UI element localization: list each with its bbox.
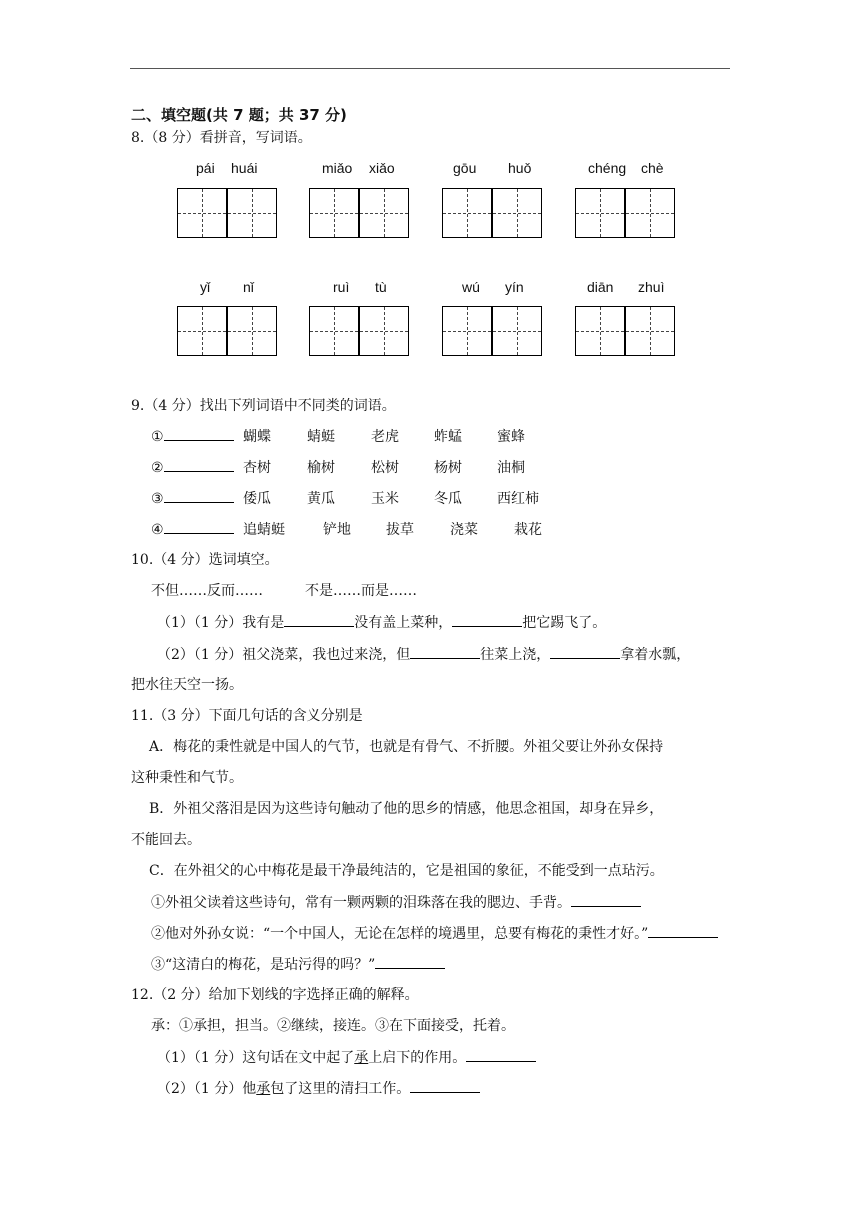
- writing-grid-cell[interactable]: [177, 188, 227, 238]
- word: 铲地: [323, 522, 351, 538]
- pinyin: zhuì: [638, 279, 665, 295]
- answer-blank[interactable]: [410, 1078, 480, 1093]
- q12-sentence-1: [157, 1047, 536, 1068]
- text: （1）（1 分）这句话在文中起了: [157, 1050, 355, 1066]
- pinyin: diān: [587, 279, 614, 295]
- pinyin: gōu: [453, 160, 477, 176]
- answer-blank[interactable]: [164, 457, 234, 472]
- item-number: ②: [151, 460, 164, 476]
- q11-stem: 11.（3 分）下面几句话的含义分别是: [131, 708, 363, 724]
- answer-blank[interactable]: [648, 923, 718, 938]
- section-title: 二、填空题(共 7 题；共 37 分): [131, 106, 347, 124]
- answer-blank[interactable]: [410, 644, 480, 659]
- q11-option-b: B．外祖父落泪是因为这些诗句触动了他的思乡的情感，他思念祖国，却身在异乡，: [149, 801, 664, 817]
- word: 蜻蜓: [307, 429, 335, 445]
- text: 上启下的作用。: [368, 1050, 467, 1066]
- writing-grid-cell[interactable]: [359, 188, 409, 238]
- answer-blank[interactable]: [452, 612, 522, 627]
- writing-grid-cell[interactable]: [442, 306, 492, 356]
- q12-stem: 12.（2 分）给加下划线的字选择正确的解释。: [131, 987, 419, 1003]
- word: 松树: [371, 460, 399, 476]
- item-number: ③: [151, 491, 164, 507]
- word: 杨树: [434, 460, 462, 476]
- answer-blank[interactable]: [164, 426, 234, 441]
- q11-item-1: [151, 892, 641, 913]
- q10-options: 不但……反而…… 不是……而是……: [151, 583, 417, 599]
- q11-item-2: [151, 923, 729, 944]
- text: ①外祖父读着这些诗句，常有一颗两颗的泪珠落在我的腮边、手背。: [151, 895, 571, 911]
- writing-grid-cell[interactable]: [575, 306, 625, 356]
- writing-grid-cell[interactable]: [442, 188, 492, 238]
- word: 西红柿: [497, 491, 539, 507]
- word: 浇菜: [450, 522, 478, 538]
- q11-option-c: C．在外祖父的心中梅花是最干净最纯洁的，它是祖国的象征，不能受到一点玷污。: [149, 863, 664, 879]
- writing-grid-cell[interactable]: [359, 306, 409, 356]
- pinyin: pái: [196, 160, 215, 176]
- word: 蝴蝶: [243, 429, 271, 445]
- pinyin: xiǎo: [369, 160, 395, 176]
- text: （2）（1 分）祖父浇菜，我也过来浇，但: [157, 647, 411, 663]
- text: 把它踢飞了。: [522, 615, 607, 631]
- q11-option-a-cont: 这种秉性和气节。: [131, 770, 243, 786]
- writing-grid-cell[interactable]: [309, 306, 359, 356]
- text: ②他对外孙女说：“一个中国人，无论在怎样的境遇里，总要有梅花的秉性才好。”: [151, 926, 649, 942]
- answer-blank[interactable]: [571, 892, 641, 907]
- q12-definitions: 承：①承担，担当。②继续，接连。③在下面接受，托着。: [151, 1018, 515, 1034]
- writing-grid-cell[interactable]: [575, 188, 625, 238]
- q9-row: [151, 426, 234, 447]
- q11-item-3: [151, 954, 445, 975]
- q8-stem: 8.（8 分）看拼音，写词语。: [131, 130, 312, 146]
- pinyin: chéng: [588, 160, 627, 176]
- writing-grid-cell[interactable]: [177, 306, 227, 356]
- word: 蚱蜢: [434, 429, 462, 445]
- pinyin: nǐ: [243, 279, 254, 295]
- text: 没有盖上菜种，: [354, 615, 453, 631]
- word: 油桐: [497, 460, 525, 476]
- q10-sentence-1: [157, 612, 606, 633]
- pinyin: chè: [641, 160, 664, 176]
- pinyin: miǎo: [322, 160, 353, 176]
- text: （1）（1 分）我有是: [157, 615, 285, 631]
- writing-grid-cell[interactable]: [492, 188, 542, 238]
- pinyin: huái: [231, 160, 258, 176]
- text: 拿着水瓢，: [620, 647, 691, 663]
- q11-option-a: A．梅花的秉性就是中国人的气节，也就是有骨气、不折腰。外祖父要让外孙女保持: [149, 739, 664, 755]
- q10-sentence-2: [157, 644, 690, 665]
- answer-blank[interactable]: [284, 612, 354, 627]
- q9-row: [151, 457, 234, 478]
- pinyin: tù: [375, 279, 387, 295]
- writing-grid-cell[interactable]: [625, 306, 675, 356]
- pinyin: wú: [462, 279, 480, 295]
- word: 蜜蜂: [497, 429, 525, 445]
- answer-blank[interactable]: [375, 954, 445, 969]
- pinyin: yín: [505, 279, 524, 295]
- writing-grid-cell[interactable]: [492, 306, 542, 356]
- pinyin: yǐ: [200, 279, 211, 295]
- answer-blank[interactable]: [164, 488, 234, 503]
- word: 追蜻蜓: [243, 522, 285, 538]
- q9-row: [151, 488, 234, 509]
- word: 冬瓜: [434, 491, 462, 507]
- underlined-char: 承: [256, 1081, 271, 1097]
- q10-stem: 10.（4 分）选词填空。: [131, 552, 279, 568]
- underlined-char: 承: [354, 1050, 369, 1066]
- word: 倭瓜: [243, 491, 271, 507]
- pinyin: huǒ: [508, 160, 532, 176]
- text: 往菜上浇，: [480, 647, 551, 663]
- header-rule: [130, 68, 730, 69]
- word: 栽花: [514, 522, 542, 538]
- pinyin: ruì: [333, 279, 350, 295]
- text: （2）（1 分）他: [157, 1081, 257, 1097]
- writing-grid-cell[interactable]: [227, 306, 277, 356]
- answer-blank[interactable]: [466, 1047, 536, 1062]
- q9-row: [151, 519, 234, 540]
- q12-sentence-2: [157, 1078, 480, 1099]
- word: 老虎: [371, 429, 399, 445]
- item-number: ①: [151, 429, 164, 445]
- word: 杏树: [243, 460, 271, 476]
- answer-blank[interactable]: [164, 519, 234, 534]
- writing-grid-cell[interactable]: [309, 188, 359, 238]
- word: 榆树: [307, 460, 335, 476]
- writing-grid-cell[interactable]: [227, 188, 277, 238]
- q9-stem: 9.（4 分）找出下列词语中不同类的词语。: [131, 398, 396, 414]
- text: 包了这里的清扫工作。: [270, 1081, 411, 1097]
- item-number: ④: [151, 522, 164, 538]
- word: 玉米: [371, 491, 399, 507]
- answer-blank[interactable]: [550, 644, 620, 659]
- word: 拔草: [386, 522, 414, 538]
- q10-sentence-2-cont: 把水往天空一扬。: [131, 677, 243, 693]
- writing-grid-cell[interactable]: [625, 188, 675, 238]
- q11-option-b-cont: 不能回去。: [131, 832, 201, 848]
- text: ③“这清白的梅花，是玷污得的吗？”: [151, 957, 376, 973]
- word: 黄瓜: [307, 491, 335, 507]
